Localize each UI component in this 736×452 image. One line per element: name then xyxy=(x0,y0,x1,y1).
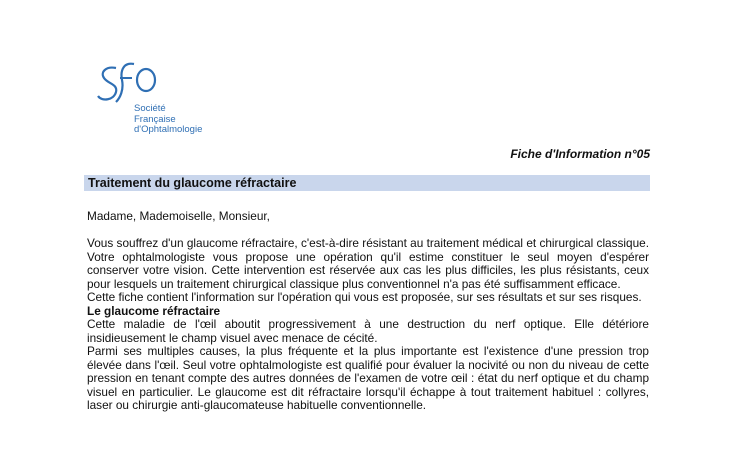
logo-line-3: d'Ophtalmologie xyxy=(134,124,203,135)
logo-wordmark xyxy=(134,104,202,136)
logo-line-2: Française xyxy=(134,113,176,125)
paragraph: Cette fiche contient l'information sur l'opération qui vous est proposée, sur ses résultats et sur ses risques. xyxy=(87,290,642,304)
sfo-logo xyxy=(94,58,234,138)
paragraph: Cette maladie de l'œil aboutit progressivement à une destruction du nerf optique. Elle détériore insidieusement le champ visuel avec menace de cécité. xyxy=(87,317,649,345)
sfo-monogram-icon xyxy=(94,58,174,108)
section-heading: Le glaucome réfractaire xyxy=(87,303,221,318)
fiche-number: Fiche d'Information n°05 xyxy=(510,147,650,161)
logo-line-1: Société xyxy=(134,103,166,114)
paragraph: Vous souffrez d'un glaucome réfractaire, c'est-à-dire résistant au traitement médical et chirurgical classique. Votre ophtalmologiste vous propose une opération qu'il estime constituer le seul moyen d'espérer conserver votre vision. Cette intervention est réservée aux cas les plus difficiles, les plus résistants, ceux pour lesquels un traitement chirurgical classique plus conventionnel n'a pas été suffisamment efficace. xyxy=(87,236,649,291)
paragraph: Parmi ses multiples causes, la plus fréquente et la plus importante est l'existence d'une pression trop élevée dans l'œil. Seul votre ophtalmologiste est qualifié pour évaluer la nocivité ou non du niveau de cette pression en tenant compte des autres données de l'examen de votre œil : état du nerf optique et du champ visuel en particulier. Le glaucome est dit réfractaire lorsqu'il échappe à tout traitement habituel : collyres, laser ou chirurgie anti-glaucomateuse habituelle conventionnelle. xyxy=(87,344,649,412)
greeting: Madame, Mademoiselle, Monsieur, xyxy=(87,209,270,223)
title-bar xyxy=(84,175,650,191)
document-title: Traitement du glaucome réfractaire xyxy=(88,176,297,190)
document-body xyxy=(87,210,649,413)
